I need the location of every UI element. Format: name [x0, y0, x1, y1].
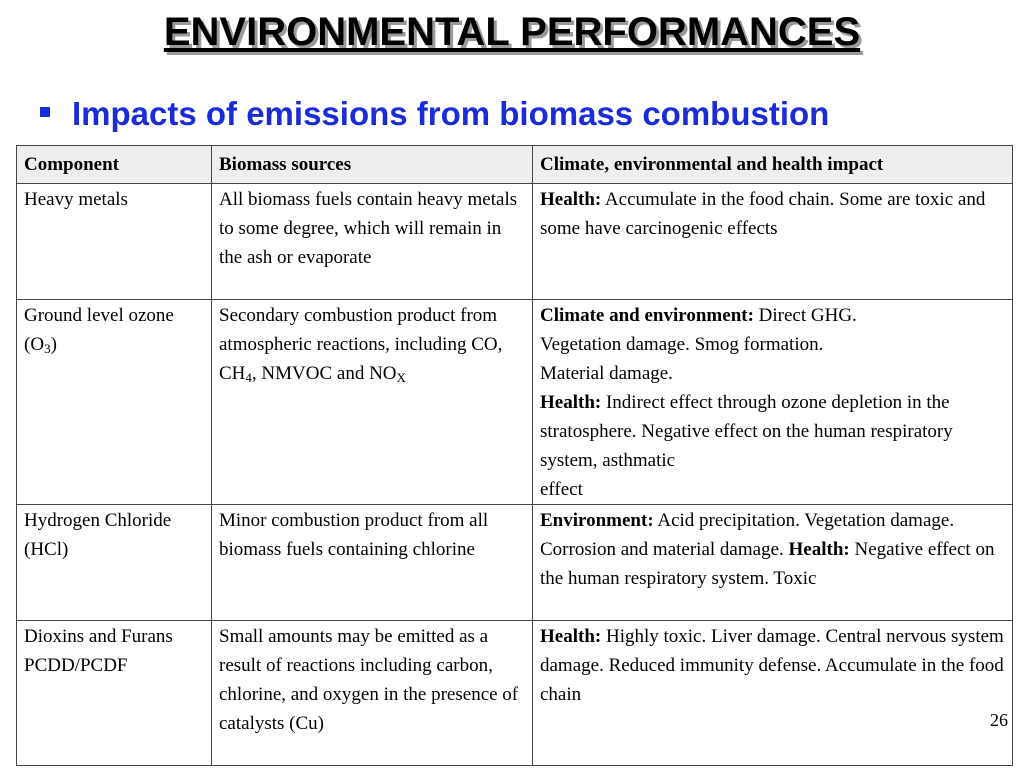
impact-label: Environment: [540, 510, 654, 531]
impact-label: Health: [540, 626, 602, 647]
table-row [17, 621, 1013, 766]
cell-impact [533, 184, 1013, 300]
square-bullet-icon [40, 107, 50, 117]
header-component: Component [17, 146, 212, 184]
emissions-table [16, 145, 1013, 766]
cell-impact [533, 621, 1013, 766]
impact-label: Health: [540, 189, 602, 210]
subscript: 3 [44, 341, 51, 356]
cell-sources: Minor combustion product from all biomass fuels containing chlorine [212, 505, 533, 621]
cell-sources: Small amounts may be emitted as a result of reactions including carbon, chlorine, and oxygen in the presence of catalysts (Cu) [212, 621, 533, 766]
subtitle-text: Impacts of emissions from biomass combustion [72, 95, 830, 132]
table-row [17, 505, 1013, 621]
impact-line: Material damage. [540, 363, 673, 384]
subscript: X [396, 370, 406, 385]
slide-title: ENVIRONMENTAL PERFORMANCES [163, 10, 861, 54]
impact-text: Negative effect on the human respiratory system. Toxic [540, 539, 995, 589]
slide-subtitle [40, 92, 1020, 136]
cell-sources: All biomass fuels contain heavy metals to some degree, which will remain in the ash or evaporate [212, 184, 533, 300]
impact-text: Indirect effect through ozone depletion in the stratosphere. Negative effect on the human respiratory system, asthmatic [540, 392, 953, 471]
subscript: 4 [245, 370, 252, 385]
table-header-row [17, 146, 1013, 184]
page-number: 26 [990, 710, 1008, 730]
header-impact: Climate, environmental and health impact [533, 146, 1013, 184]
table-row [17, 300, 1013, 505]
cell-impact [533, 300, 1013, 505]
impact-text: Accumulate in the food chain. Some are toxic and some have carcinogenic effects [540, 189, 986, 239]
impact-line: effect [540, 479, 583, 500]
impact-label: Health: [788, 539, 850, 560]
impact-text: Highly toxic. Liver damage. Central nervous system damage. Reduced immunity defense. Accumulate in the food chain [540, 626, 1004, 705]
impact-label: Climate and environment: [540, 305, 754, 326]
header-biomass-sources: Biomass sources [212, 146, 533, 184]
sources-text-mid: , NMVOC and NO [251, 363, 397, 384]
cell-component [17, 300, 212, 505]
impact-line: Vegetation damage. Smog formation. [540, 334, 824, 355]
impact-text: Direct GHG. [753, 305, 857, 326]
component-text-end: ) [50, 334, 57, 355]
table-row [17, 184, 1013, 300]
cell-component: Heavy metals [17, 184, 212, 300]
impact-text: Acid precipitation. Vegetation damage. Corrosion and material damage. [540, 510, 955, 560]
cell-component: Dioxins and Furans PCDD/PCDF [17, 621, 212, 766]
component-text: Ground level ozone (O [24, 305, 174, 355]
impact-label: Health: [540, 392, 602, 413]
cell-component: Hydrogen Chloride (HCl) [17, 505, 212, 621]
sources-text: Secondary combustion product from atmospheric reactions, including CO, CH [219, 305, 503, 384]
cell-sources [212, 300, 533, 505]
cell-impact [533, 505, 1013, 621]
